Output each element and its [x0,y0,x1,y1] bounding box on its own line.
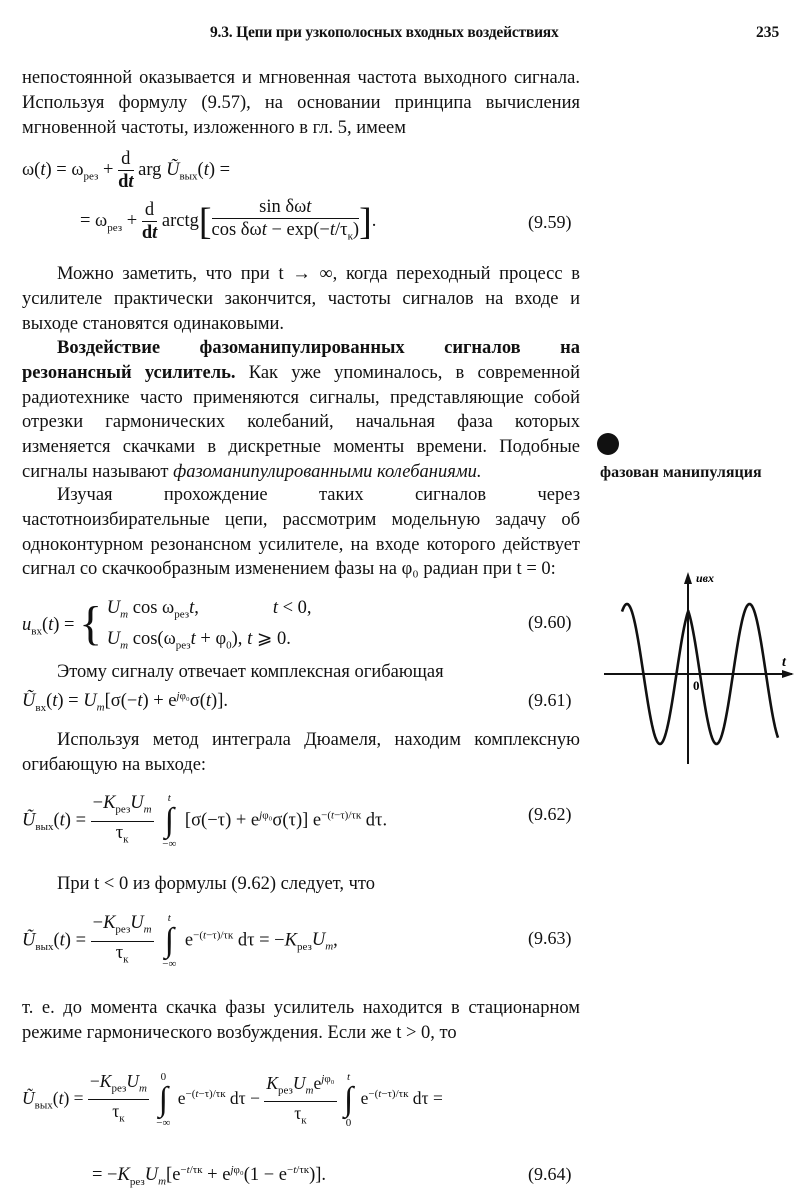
margin-note: фазован манипуляция [600,464,762,481]
equation-9-64-line1: $Ũ_{вых}(t)$ = $\frac{-K_{рез}U_m}{\tau_к}$ 0 ∫ −∞ $e^{-(t-\tau)/\tau к}$ dτ − $\frac{K_{рез}U_me^{j\varphi_0}}{\tau_к}$ t ∫ 0 $e^{-(t-\tau)/\tau к}$ dτ = [22,1068,443,1132]
paragraph-8 [22,996,580,1046]
paragraph-6 [22,728,580,778]
phase-manipulation-figure [596,568,796,768]
paragraph-3 [22,336,580,485]
x-axis-arrow-icon [782,670,794,678]
paragraph-1 [22,66,580,140]
y-axis-label: uвх [696,571,715,585]
equation-number-9-61: (9.61) [528,690,572,710]
paragraph-7-text: При t < 0 из формулы (9.62) следует, что [57,874,376,894]
page-number: 235 [756,24,780,41]
equation-9-61: $Ũ_{вх}(t) = U_m[\sigma(-t) + e^{j\varphi_0}\sigma(t)]$. [22,690,228,714]
paragraph-3-term: фазоманипулированными колебаниями. [173,461,482,482]
paragraph-2-text: Можно заметить, что при t → ∞, когда переходный процесс в усилителе практически закончится, частоты сигналов на входе и выходе становятся одинаковыми. [22,264,580,334]
paragraph-7 [22,872,580,897]
equation-number-9-62: (9.62) [528,804,572,824]
equation-number-9-59: (9.59) [528,212,572,232]
equation-9-59-line1: $\omega(t) = \omega_{рез}$ + $\frac{d}{dt}$ arg $Ũ_{вых}(t)$ = [22,149,231,192]
paragraph-4-text: Изучая прохождение таких сигналов через частотноизбирательные цепи, рассмотрим модельную задачу об одноконтурном резонансном усилителе, на входе которого действует сигнал со скачкообразным изменением фазы на φ₀ радиан при t = 0: [22,485,580,580]
y-axis-arrow-icon [684,572,692,584]
margin-bullet-icon [597,433,619,455]
origin-label: 0 [693,678,700,693]
equation-number-9-60: (9.60) [528,612,572,632]
paragraph-3-text: Как уже упоминалось, в современной радиотехнике часто применяются сигналы, представляющие собой отрезки гармонических колебаний, начальная фаза которых изменяется скачками в дискретные моменты времени. Подобные сигналы называют [22,362,580,482]
paragraph-1-text: непостоянной оказывается и мгновенная частота выходного сигнала. Используя формулу (9.57), на основании принципа вычисления мгновенной частоты, изложенного в гл. 5, имеем [22,68,580,138]
paragraph-3-heading: Воздействие фазоманипулированных сигналов на резонансный усилитель. [22,338,580,383]
running-header: 9.3. Цепи при узкополосных входных воздействиях [210,24,559,41]
paragraph-5-text: Этому сигналу отвечает комплексная огибающая [57,662,444,682]
paragraph-4 [22,483,580,582]
paragraph-2 [22,262,580,336]
equation-number-9-63: (9.63) [528,928,572,948]
x-axis-label: t [782,655,786,670]
equation-number-9-64: (9.64) [528,1164,572,1184]
equation-9-59-line2: = $\omega_{рез}$ + $\frac{d}{dt}$ arctg[ $\frac{\text{sin δωt}}{\cos \delta\omega t - \exp(-t/\tau_к)}$ ]. [80,197,377,244]
paragraph-8-text: т. е. до момента скачка фазы усилитель находится в стационарном режиме гармонического возбуждения. Если же t > 0, то [22,998,580,1043]
equation-9-63: $Ũ_{вых}(t)$ = $\frac{-K_{рез}U_m}{\tau_к}$ t ∫ −∞ $e^{-(t-\tau)/\tau к}$ $d\tau = -K_{рез}U_m$, [22,912,338,971]
equation-9-64-line2: = $-K_{рез}U_m[e^{-t/\tau к} + e^{j\varphi_0}(1 - e^{-t/\tau к})]$. [92,1164,327,1188]
paragraph-5 [22,660,580,685]
equation-9-62: $Ũ_{вых}(t)$ = $\frac{-K_{рез}U_m}{\tau_к}$ t ∫ −∞ $[\sigma(-\tau) + e^{j\varphi_0}\sigma(\tau)]$ $e^{-(t-\tau)/\tau к}$ dτ. [22,792,388,851]
paragraph-6-text: Используя метод интеграла Дюамеля, находим комплексную огибающую на выходе: [22,730,580,775]
equation-9-60: $u_{вх}(t)$ = { $U_m$ $\cos \omega_{рез}t$, t < 0, $U_m$ $\cos(\omega_{рез}t + \varphi_0)$, t ⩾ 0. [22,596,312,652]
